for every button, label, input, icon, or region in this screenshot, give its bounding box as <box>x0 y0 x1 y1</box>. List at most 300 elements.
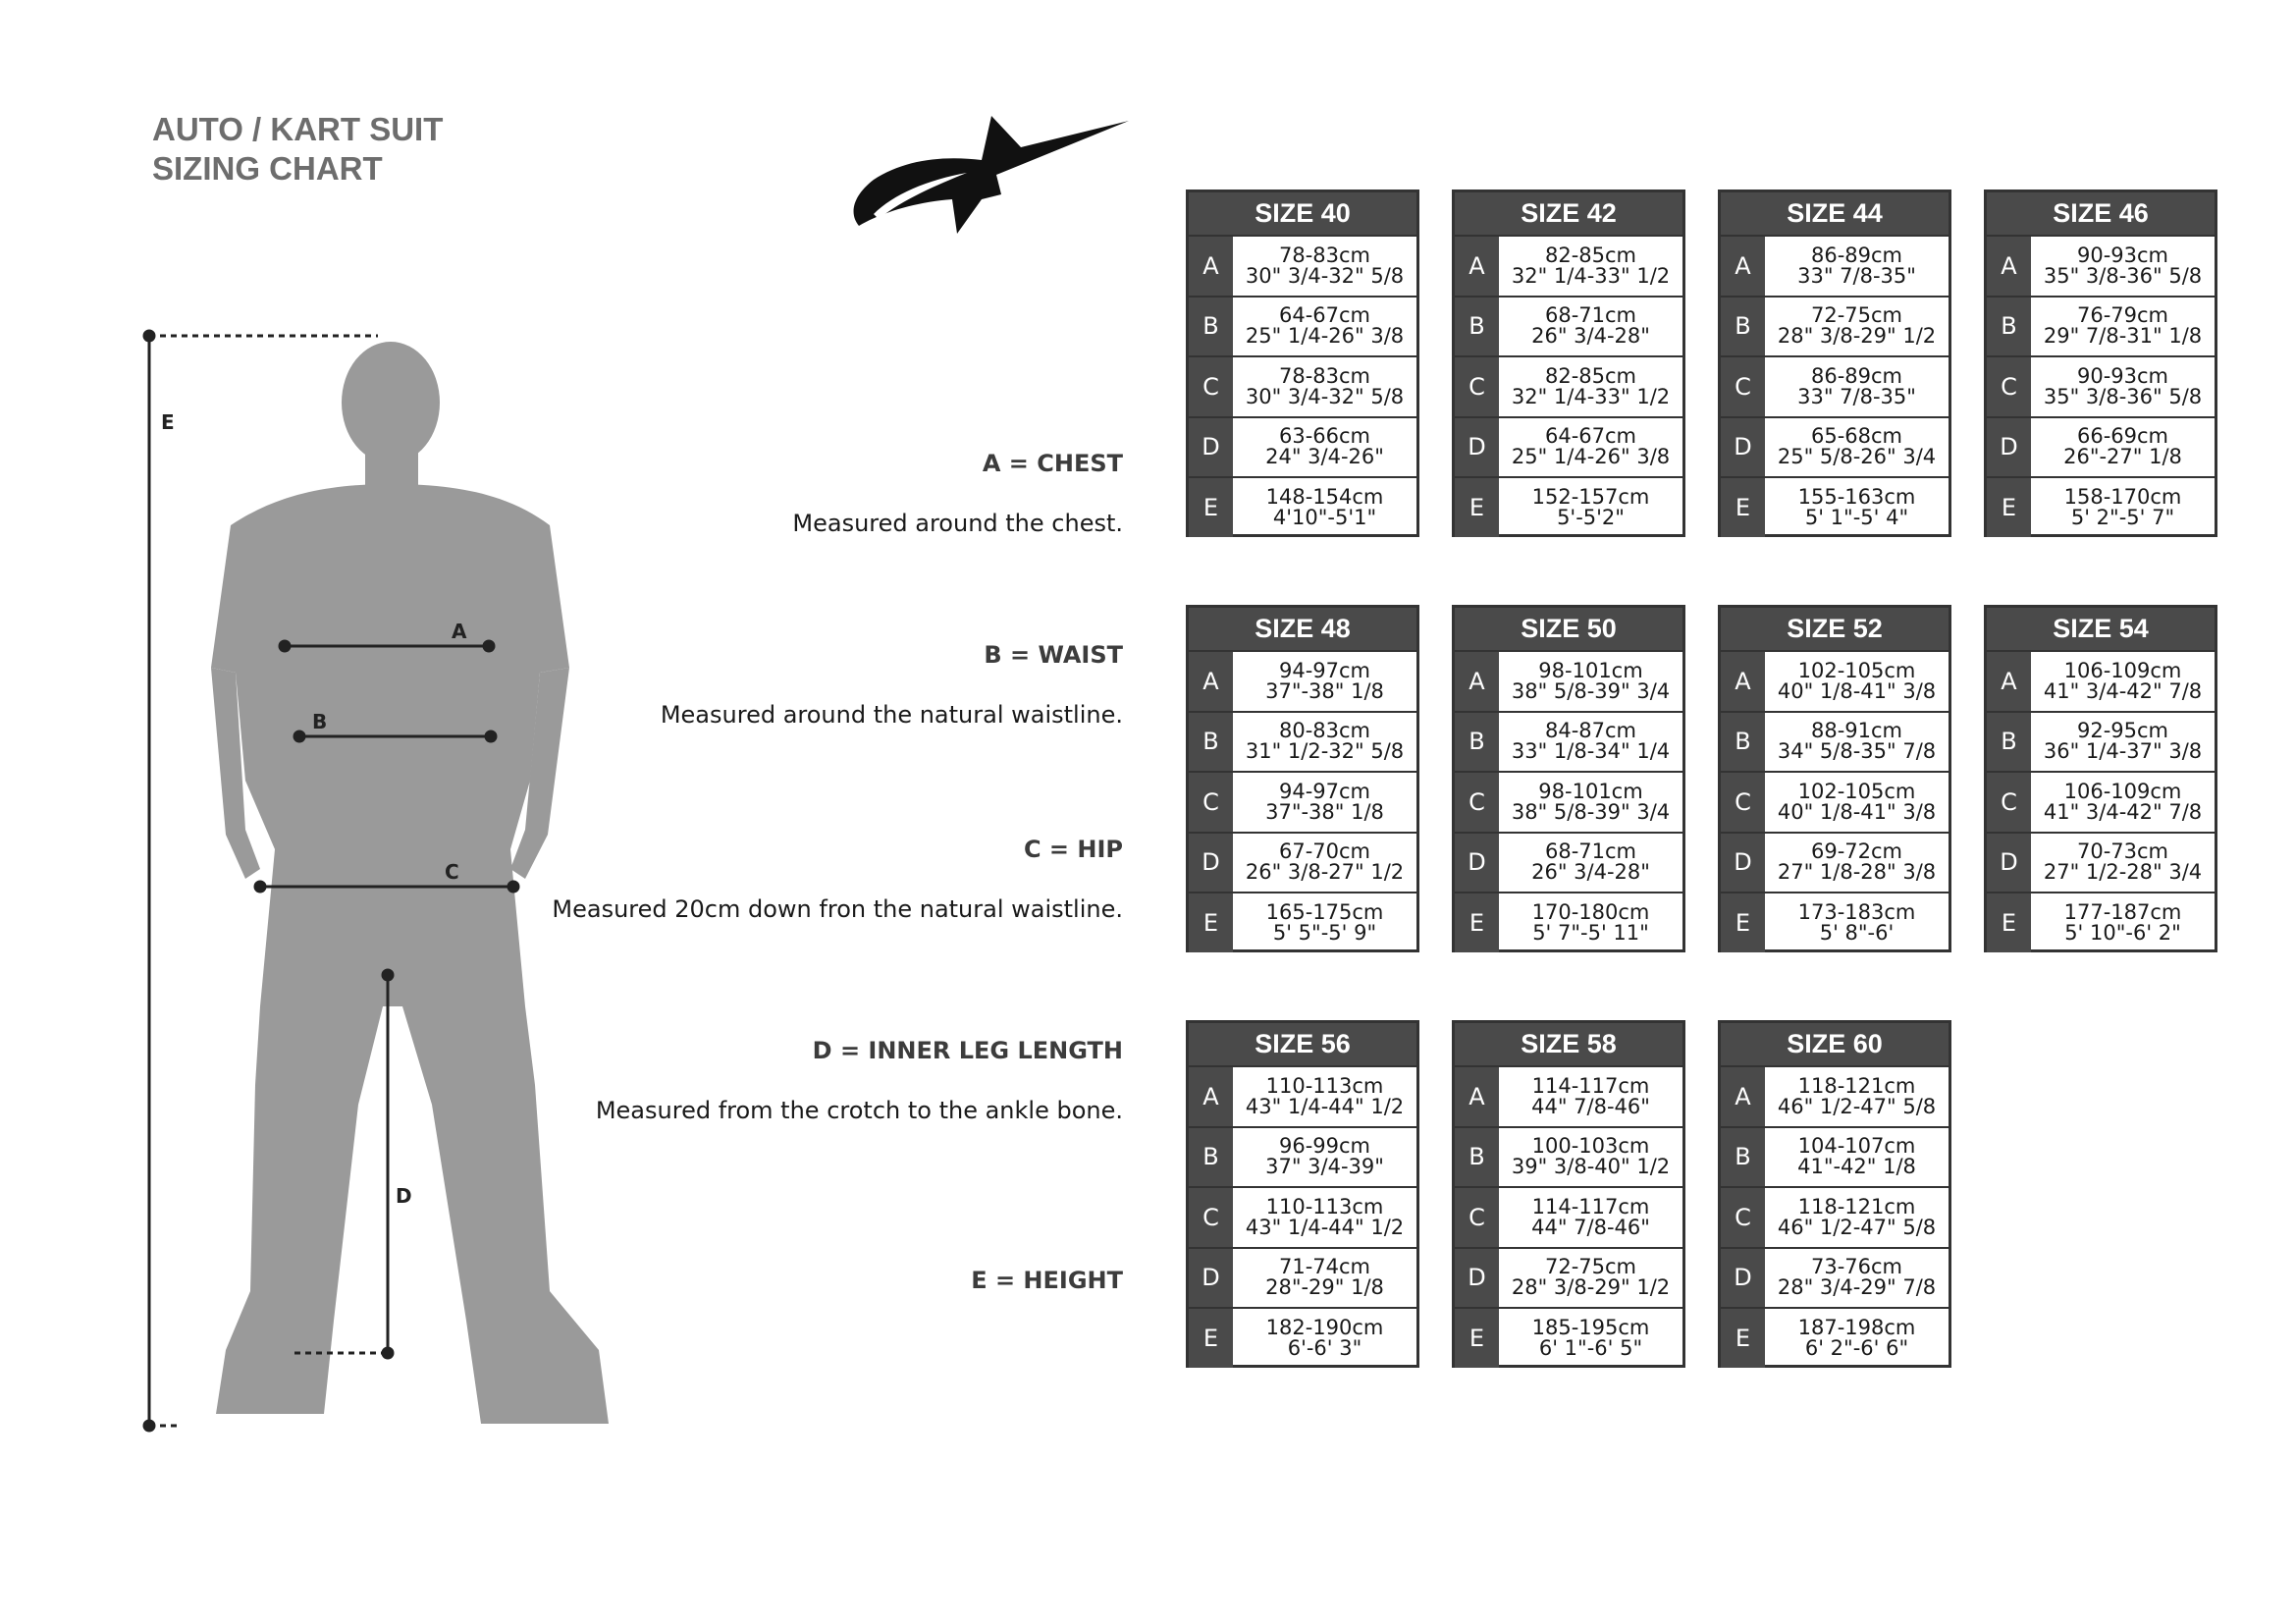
figure-letter-d: D <box>396 1184 412 1208</box>
row-letter: B <box>1189 713 1233 772</box>
row-value <box>1765 1309 1949 1368</box>
row-value <box>1499 713 1682 772</box>
row-cm: 96-99cm <box>1278 1134 1371 1159</box>
row-letter: C <box>1455 357 1499 416</box>
figure-letter-b: B <box>312 710 328 733</box>
row-cm: 90-93cm <box>2076 363 2169 388</box>
row-inch: 40" 1/8-41" 3/8 <box>1777 799 1937 824</box>
row-cm: 98-101cm <box>1538 779 1643 803</box>
row-cm: 187-198cm <box>1797 1315 1916 1339</box>
row-value <box>2031 834 2215 893</box>
row-letter: A <box>1455 1067 1499 1126</box>
row-inch: 6' 2"-6' 6" <box>1804 1335 1909 1360</box>
row-inch: 44" 7/8-46" <box>1531 1215 1650 1239</box>
row-cm: 182-190cm <box>1265 1315 1384 1339</box>
row-value <box>1499 478 1682 537</box>
row-value <box>1233 1188 1416 1247</box>
row-inch: 4'10"-5'1" <box>1272 505 1377 529</box>
row-inch: 25" 1/4-26" 3/8 <box>1511 445 1671 469</box>
row-value <box>1233 1249 1416 1308</box>
row-letter: E <box>1189 893 1233 952</box>
size-card-title: SIZE 42 <box>1455 192 1682 235</box>
measure-desc-inner-leg: Measured from the crotch to the ankle bone. <box>595 1097 1123 1124</box>
size-row <box>1455 1065 1682 1126</box>
row-letter: D <box>1189 1249 1233 1308</box>
row-inch: 26" 3/4-28" <box>1531 860 1650 885</box>
size-row <box>1455 1307 1682 1368</box>
size-card <box>1186 189 1419 537</box>
row-letter: D <box>1189 418 1233 477</box>
size-row <box>1987 711 2215 772</box>
row-letter: A <box>1987 237 2031 296</box>
row-inch: 28" 3/8-29" 1/2 <box>1511 1275 1671 1300</box>
row-cm: 110-113cm <box>1265 1073 1384 1098</box>
row-letter: B <box>1455 298 1499 356</box>
row-letter: E <box>1987 893 2031 952</box>
row-letter: C <box>1721 1188 1765 1247</box>
row-cm: 70-73cm <box>2076 839 2169 864</box>
row-value <box>2031 237 2215 296</box>
row-letter: C <box>1455 773 1499 832</box>
row-inch: 26" 3/8-27" 1/2 <box>1245 860 1405 885</box>
row-inch: 37"-38" 1/8 <box>1265 799 1384 824</box>
row-inch: 27" 1/8-28" 3/8 <box>1777 860 1937 885</box>
row-inch: 5' 5"-5' 9" <box>1272 920 1377 945</box>
row-letter: D <box>1455 834 1499 893</box>
size-row <box>1987 771 2215 832</box>
size-row <box>1987 650 2215 711</box>
row-cm: 64-67cm <box>1544 424 1637 449</box>
size-row <box>1721 416 1949 477</box>
row-value <box>1499 1188 1682 1247</box>
row-cm: 94-97cm <box>1278 658 1371 682</box>
row-value <box>2031 298 2215 356</box>
size-row <box>1189 1186 1416 1247</box>
size-card <box>1186 605 1419 952</box>
row-value <box>1765 1067 1949 1126</box>
row-inch: 40" 1/8-41" 3/8 <box>1777 678 1937 703</box>
brand-star-logo-icon <box>844 116 1129 239</box>
row-inch: 28"-29" 1/8 <box>1265 1275 1384 1300</box>
measure-label-hip: C = HIP <box>1023 836 1123 863</box>
size-card <box>1452 605 1685 952</box>
size-card-title: SIZE 54 <box>1987 608 2215 650</box>
row-cm: 86-89cm <box>1810 363 1903 388</box>
row-cm: 114-117cm <box>1531 1073 1650 1098</box>
row-inch: 6'-6' 3" <box>1287 1335 1362 1360</box>
row-letter: C <box>1721 357 1765 416</box>
row-letter: E <box>1455 478 1499 537</box>
row-letter: E <box>1189 1309 1233 1368</box>
row-letter: D <box>1987 834 2031 893</box>
row-cm: 92-95cm <box>2076 719 2169 743</box>
row-inch: 32" 1/4-33" 1/2 <box>1511 263 1671 288</box>
row-letter: C <box>1987 773 2031 832</box>
size-row <box>1189 650 1416 711</box>
row-cm: 90-93cm <box>2076 243 2169 267</box>
size-row <box>1189 892 1416 952</box>
row-cm: 118-121cm <box>1797 1194 1916 1218</box>
size-row <box>1455 1126 1682 1187</box>
row-inch: 33" 7/8-35" <box>1797 263 1916 288</box>
row-letter: C <box>1189 773 1233 832</box>
size-row <box>1721 1186 1949 1247</box>
row-cm: 72-75cm <box>1544 1255 1637 1279</box>
size-row <box>1455 1186 1682 1247</box>
row-value <box>2031 652 2215 711</box>
measure-desc-chest: Measured around the chest. <box>792 510 1123 537</box>
size-row <box>1455 235 1682 296</box>
size-row <box>1721 355 1949 416</box>
row-letter: D <box>1721 418 1765 477</box>
row-value <box>2031 773 2215 832</box>
size-card <box>1718 189 1951 537</box>
row-value <box>1233 893 1416 952</box>
row-letter: C <box>1189 357 1233 416</box>
size-card-title: SIZE 60 <box>1721 1023 1949 1065</box>
row-letter: E <box>1721 1309 1765 1368</box>
row-value <box>1233 1067 1416 1126</box>
size-row <box>1455 771 1682 832</box>
size-row <box>1721 1126 1949 1187</box>
size-card <box>1718 1020 1951 1368</box>
size-card-title: SIZE 56 <box>1189 1023 1416 1065</box>
row-value <box>1499 1249 1682 1308</box>
row-inch: 30" 3/4-32" 5/8 <box>1245 384 1405 408</box>
row-cm: 155-163cm <box>1797 484 1916 509</box>
row-cm: 86-89cm <box>1810 243 1903 267</box>
row-value <box>2031 478 2215 537</box>
row-inch: 41" 3/4-42" 7/8 <box>2043 678 2203 703</box>
size-row <box>1189 1247 1416 1308</box>
row-inch: 44" 7/8-46" <box>1531 1094 1650 1118</box>
row-letter: B <box>1189 1128 1233 1187</box>
row-cm: 82-85cm <box>1544 243 1637 267</box>
row-letter: C <box>1721 773 1765 832</box>
row-value <box>1233 1309 1416 1368</box>
measure-desc-hip: Measured 20cm down fron the natural waistline. <box>552 895 1123 923</box>
row-value <box>1499 298 1682 356</box>
size-row <box>1987 416 2215 477</box>
size-row <box>1721 892 1949 952</box>
size-row <box>1455 416 1682 477</box>
measure-label-chest: A = CHEST <box>982 450 1123 477</box>
row-cm: 71-74cm <box>1278 1255 1371 1279</box>
row-value <box>1765 893 1949 952</box>
row-cm: 114-117cm <box>1531 1194 1650 1218</box>
row-inch: 30" 3/4-32" 5/8 <box>1245 263 1405 288</box>
row-value <box>1765 713 1949 772</box>
row-inch: 28" 3/4-29" 7/8 <box>1777 1275 1937 1300</box>
row-value <box>2031 357 2215 416</box>
row-value <box>1499 1128 1682 1187</box>
row-cm: 104-107cm <box>1797 1134 1916 1159</box>
size-card <box>1984 189 2217 537</box>
row-letter: B <box>1189 298 1233 356</box>
size-row <box>1721 711 1949 772</box>
row-inch: 5'-5'2" <box>1557 505 1625 529</box>
row-inch: 43" 1/4-44" 1/2 <box>1245 1215 1405 1239</box>
row-letter: A <box>1721 652 1765 711</box>
row-cm: 68-71cm <box>1544 303 1637 328</box>
size-row <box>1455 711 1682 772</box>
row-letter: A <box>1455 237 1499 296</box>
size-row <box>1455 296 1682 356</box>
size-card <box>1452 189 1685 537</box>
row-inch: 32" 1/4-33" 1/2 <box>1511 384 1671 408</box>
row-inch: 41"-42" 1/8 <box>1797 1155 1916 1179</box>
row-letter: B <box>1987 298 2031 356</box>
row-inch: 37"-38" 1/8 <box>1265 678 1384 703</box>
row-cm: 106-109cm <box>2063 779 2182 803</box>
row-letter: E <box>1455 1309 1499 1368</box>
row-cm: 173-183cm <box>1797 899 1916 924</box>
row-value <box>1233 834 1416 893</box>
row-letter: A <box>1721 237 1765 296</box>
row-letter: D <box>1721 1249 1765 1308</box>
row-cm: 100-103cm <box>1531 1134 1650 1159</box>
row-letter: E <box>1721 893 1765 952</box>
row-letter: B <box>1987 713 2031 772</box>
measure-label-height: E = HEIGHT <box>971 1267 1123 1294</box>
size-row <box>1189 711 1416 772</box>
size-row <box>1721 832 1949 893</box>
row-letter: B <box>1455 1128 1499 1187</box>
body-silhouette-figure <box>137 319 628 1438</box>
size-row <box>1189 1307 1416 1368</box>
row-value <box>2031 713 2215 772</box>
row-inch: 5' 8"-6' <box>1819 920 1895 945</box>
row-value <box>1765 1249 1949 1308</box>
row-cm: 185-195cm <box>1531 1315 1650 1339</box>
row-value <box>1499 357 1682 416</box>
chart-title <box>152 110 443 189</box>
row-inch: 35" 3/8-36" 5/8 <box>2043 384 2203 408</box>
row-inch: 28" 3/8-29" 1/2 <box>1777 324 1937 349</box>
row-letter: B <box>1721 298 1765 356</box>
row-inch: 5' 10"-6' 2" <box>2064 920 2181 945</box>
size-row <box>1189 416 1416 477</box>
row-inch: 35" 3/8-36" 5/8 <box>2043 263 2203 288</box>
row-value <box>1765 478 1949 537</box>
row-cm: 88-91cm <box>1810 719 1903 743</box>
size-row <box>1721 650 1949 711</box>
size-card-title: SIZE 46 <box>1987 192 2215 235</box>
size-card-title: SIZE 50 <box>1455 608 1682 650</box>
row-letter: D <box>1987 418 2031 477</box>
row-inch: 29" 7/8-31" 1/8 <box>2043 324 2203 349</box>
size-row <box>1455 650 1682 711</box>
size-row <box>1189 355 1416 416</box>
row-value <box>1765 298 1949 356</box>
size-row <box>1189 476 1416 537</box>
row-value <box>1765 1188 1949 1247</box>
row-value <box>1233 713 1416 772</box>
row-value <box>1233 357 1416 416</box>
figure-letter-e: E <box>161 410 175 434</box>
size-row <box>1987 235 2215 296</box>
size-row <box>1455 476 1682 537</box>
row-cm: 80-83cm <box>1278 719 1371 743</box>
row-inch: 6' 1"-6' 5" <box>1538 1335 1643 1360</box>
row-inch: 43" 1/4-44" 1/2 <box>1245 1094 1405 1118</box>
measure-desc-waist: Measured around the natural waistline. <box>660 701 1123 729</box>
row-inch: 33" 7/8-35" <box>1797 384 1916 408</box>
row-cm: 68-71cm <box>1544 839 1637 864</box>
row-inch: 38" 5/8-39" 3/4 <box>1511 678 1671 703</box>
size-card <box>1452 1020 1685 1368</box>
row-value <box>1765 237 1949 296</box>
silhouette-shape <box>211 342 609 1424</box>
row-inch: 5' 7"-5' 11" <box>1532 920 1649 945</box>
size-card-title: SIZE 58 <box>1455 1023 1682 1065</box>
size-row <box>1721 476 1949 537</box>
row-letter: A <box>1189 652 1233 711</box>
size-row <box>1189 1126 1416 1187</box>
row-inch: 26"-27" 1/8 <box>2063 445 2182 469</box>
size-card-title: SIZE 48 <box>1189 608 1416 650</box>
row-cm: 98-101cm <box>1538 658 1643 682</box>
row-inch: 5' 2"-5' 7" <box>2070 505 2175 529</box>
row-cm: 177-187cm <box>2063 899 2182 924</box>
row-inch: 25" 1/4-26" 3/8 <box>1245 324 1405 349</box>
row-value <box>1765 652 1949 711</box>
row-value <box>1499 893 1682 952</box>
row-inch: 36" 1/4-37" 3/8 <box>2043 739 2203 764</box>
row-cm: 63-66cm <box>1278 424 1371 449</box>
row-letter: E <box>1721 478 1765 537</box>
row-inch: 38" 5/8-39" 3/4 <box>1511 799 1671 824</box>
row-inch: 5' 1"-5' 4" <box>1804 505 1909 529</box>
row-value <box>1233 478 1416 537</box>
size-row <box>1721 1307 1949 1368</box>
row-cm: 84-87cm <box>1544 719 1637 743</box>
size-card <box>1186 1020 1419 1368</box>
size-row <box>1721 771 1949 832</box>
row-cm: 118-121cm <box>1797 1073 1916 1098</box>
row-inch: 26" 3/4-28" <box>1531 324 1650 349</box>
row-letter: B <box>1721 713 1765 772</box>
measure-label-inner-leg: D = INNER LEG LENGTH <box>812 1037 1123 1064</box>
row-letter: D <box>1721 834 1765 893</box>
figure-letter-a: A <box>452 620 467 643</box>
row-inch: 27" 1/2-28" 3/4 <box>2043 860 2203 885</box>
row-cm: 66-69cm <box>2076 424 2169 449</box>
row-inch: 24" 3/4-26" <box>1265 445 1384 469</box>
row-value <box>1765 834 1949 893</box>
size-row <box>1987 832 2215 893</box>
size-card <box>1984 605 2217 952</box>
row-cm: 78-83cm <box>1278 243 1371 267</box>
row-inch: 25" 5/8-26" 3/4 <box>1777 445 1937 469</box>
size-row <box>1189 832 1416 893</box>
row-letter: A <box>1455 652 1499 711</box>
row-cm: 148-154cm <box>1265 484 1384 509</box>
row-value <box>1499 652 1682 711</box>
size-row <box>1987 355 2215 416</box>
row-cm: 64-67cm <box>1278 303 1371 328</box>
row-letter: D <box>1455 418 1499 477</box>
row-cm: 110-113cm <box>1265 1194 1384 1218</box>
row-cm: 170-180cm <box>1531 899 1650 924</box>
row-cm: 76-79cm <box>2076 303 2169 328</box>
size-row <box>1455 1247 1682 1308</box>
row-letter: A <box>1721 1067 1765 1126</box>
size-row <box>1455 355 1682 416</box>
row-value <box>1233 298 1416 356</box>
row-letter: D <box>1455 1249 1499 1308</box>
size-row <box>1455 832 1682 893</box>
row-inch: 39" 3/8-40" 1/2 <box>1511 1155 1671 1179</box>
row-value <box>2031 418 2215 477</box>
size-card-title: SIZE 40 <box>1189 192 1416 235</box>
size-card-title: SIZE 52 <box>1721 608 1949 650</box>
size-row <box>1189 296 1416 356</box>
size-row <box>1189 1065 1416 1126</box>
row-cm: 69-72cm <box>1810 839 1903 864</box>
size-row <box>1721 1247 1949 1308</box>
row-value <box>1765 773 1949 832</box>
row-cm: 102-105cm <box>1797 658 1916 682</box>
row-cm: 158-170cm <box>2063 484 2182 509</box>
row-cm: 152-157cm <box>1531 484 1650 509</box>
size-row <box>1987 476 2215 537</box>
row-cm: 78-83cm <box>1278 363 1371 388</box>
row-letter: A <box>1189 1067 1233 1126</box>
row-value <box>1499 237 1682 296</box>
row-inch: 33" 1/8-34" 1/4 <box>1511 739 1671 764</box>
row-cm: 94-97cm <box>1278 779 1371 803</box>
row-value <box>2031 893 2215 952</box>
row-letter: E <box>1455 893 1499 952</box>
row-letter: C <box>1987 357 2031 416</box>
row-value <box>1499 1067 1682 1126</box>
row-cm: 65-68cm <box>1810 424 1903 449</box>
row-cm: 67-70cm <box>1278 839 1371 864</box>
size-row <box>1189 235 1416 296</box>
size-row <box>1721 235 1949 296</box>
row-cm: 82-85cm <box>1544 363 1637 388</box>
row-letter: E <box>1987 478 2031 537</box>
row-inch: 37" 3/4-39" <box>1265 1155 1384 1179</box>
row-cm: 102-105cm <box>1797 779 1916 803</box>
size-card <box>1718 605 1951 952</box>
size-row <box>1189 771 1416 832</box>
row-inch: 41" 3/4-42" 7/8 <box>2043 799 2203 824</box>
row-value <box>1499 834 1682 893</box>
row-inch: 31" 1/2-32" 5/8 <box>1245 739 1405 764</box>
row-value <box>1765 418 1949 477</box>
row-value <box>1499 773 1682 832</box>
row-letter: D <box>1189 834 1233 893</box>
row-cm: 106-109cm <box>2063 658 2182 682</box>
row-letter: E <box>1189 478 1233 537</box>
title-line-2: SIZING CHART <box>152 150 383 187</box>
row-letter: A <box>1189 237 1233 296</box>
size-row <box>1721 1065 1949 1126</box>
row-value <box>1499 418 1682 477</box>
title-line-1: AUTO / KART SUIT <box>152 111 444 147</box>
size-row <box>1721 296 1949 356</box>
measure-label-waist: B = WAIST <box>984 641 1123 669</box>
row-inch: 34" 5/8-35" 7/8 <box>1777 739 1937 764</box>
row-letter: B <box>1455 713 1499 772</box>
row-value <box>1765 1128 1949 1187</box>
row-value <box>1233 237 1416 296</box>
size-row <box>1987 296 2215 356</box>
figure-letter-c: C <box>445 860 459 884</box>
row-letter: C <box>1455 1188 1499 1247</box>
